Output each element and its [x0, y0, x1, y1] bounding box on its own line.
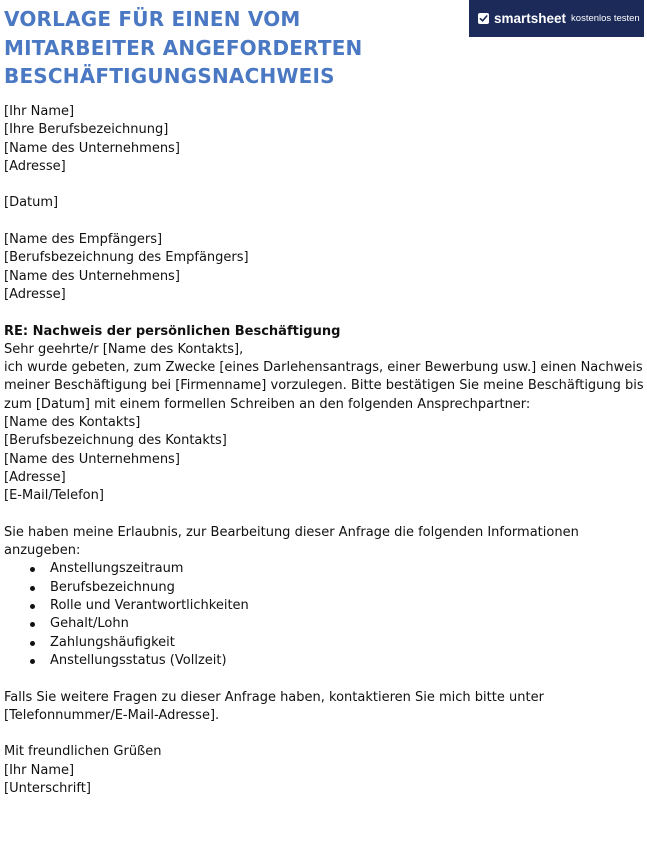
list-item: Berufsbezeichnung: [4, 579, 644, 597]
contact-line: [Adresse]: [4, 469, 66, 485]
subject-line: RE: Nachweis der persönlichen Beschäftigung: [4, 323, 341, 339]
recipient-line: [Adresse]: [4, 286, 66, 302]
date-line: [Datum]: [4, 195, 59, 211]
list-item: Rolle und Verantwortlichkeiten: [4, 597, 644, 615]
recipient-line: [Name des Empfängers]: [4, 232, 163, 248]
questions-paragraph: [4, 689, 644, 726]
contact-line: [Name des Unternehmens]: [4, 451, 180, 467]
recipient-line: [Name des Unternehmens]: [4, 268, 180, 284]
title-line: BESCHÄFTIGUNGSNACHWEIS: [4, 64, 335, 88]
contact-line: [E-Mail/Telefon]: [4, 488, 104, 504]
title-line: VORLAGE FÜR EINEN VOM: [4, 7, 301, 31]
list-item: Anstellungszeitraum: [4, 560, 644, 578]
questions-line: [Telefonnummer/E-Mail-Adresse].: [4, 707, 220, 723]
info-list: [4, 560, 644, 670]
trial-cta: kostenlos testen: [571, 13, 640, 24]
signature-line: [Unterschrift]: [4, 780, 91, 796]
title-line: MITARBEITER ANGEFORDERTEN: [4, 35, 363, 60]
closing-line: Mit freundlichen Grüßen: [4, 744, 162, 760]
questions-line: Falls Sie weitere Fragen zu dieser Anfrage haben, kontaktieren Sie mich bitte unter: [4, 689, 544, 705]
recipient-block: [4, 231, 644, 304]
page-title: [4, 5, 444, 91]
permission-paragraph: Sie haben meine Erlaubnis, zur Bearbeitung dieser Anfrage die folgenden Informationen anzugeben:: [4, 524, 579, 559]
date-block: [4, 194, 644, 212]
sender-line: [Adresse]: [4, 158, 66, 174]
recipient-line: [Berufsbezeichnung des Empfängers]: [4, 250, 249, 266]
smartsheet-trial-banner[interactable]: [469, 0, 644, 37]
intro-paragraph: ich wurde gebeten, zum Zwecke [eines Darlehensantrags, einer Bewerbung usw.] einen Nachweis meiner Beschäftigung bei [Firmenname] vorzulegen. Bitte bestätigen Sie meine Beschäftigung bis zum [Datum] mit einem formellen Schreiben an den folgenden Ansprechpartner:: [4, 360, 644, 412]
list-item: Zahlungshäufigkeit: [4, 634, 644, 652]
list-item: Gehalt/Lohn: [4, 615, 644, 633]
sender-block: [4, 103, 644, 176]
brand-name: smartsheet: [494, 11, 567, 26]
contact-block: [4, 414, 644, 505]
sender-line: [Ihr Name]: [4, 104, 75, 119]
letter-body: [4, 103, 644, 798]
sender-line: [Name des Unternehmens]: [4, 140, 180, 156]
checkmark-icon: [478, 13, 489, 24]
signature-line: [Ihr Name]: [4, 762, 75, 778]
contact-line: [Name des Kontakts]: [4, 415, 141, 431]
sender-line: [Ihre Berufsbezeichnung]: [4, 122, 169, 138]
contact-line: [Berufsbezeichnung des Kontakts]: [4, 433, 227, 449]
list-item: Anstellungsstatus (Vollzeit): [4, 652, 644, 670]
signature-block: [4, 743, 644, 798]
salutation: Sehr geehrte/r [Name des Kontakts],: [4, 341, 244, 357]
